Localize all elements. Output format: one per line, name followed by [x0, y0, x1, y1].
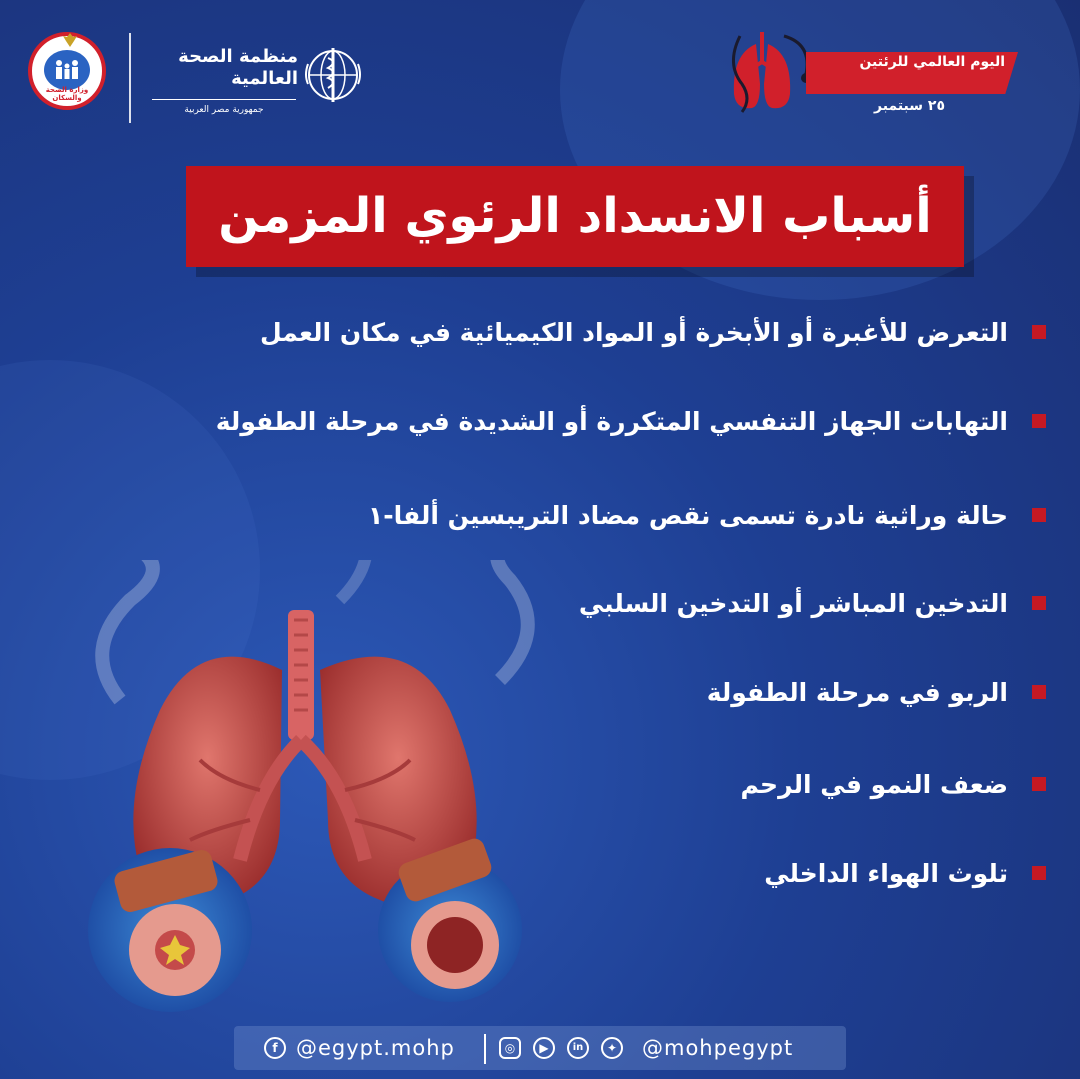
bullet-icon: [1032, 685, 1046, 699]
day-date: ٢٥ سبتمبر: [874, 98, 945, 114]
footer-divider: [484, 1034, 486, 1064]
social-handle[interactable]: @mohpegypt: [642, 1036, 794, 1060]
list-item: [146, 311, 1046, 355]
instagram-icon[interactable]: ◎: [499, 1037, 521, 1059]
family-icon: [52, 58, 82, 80]
moh-logo: [28, 32, 106, 110]
bullet-icon: [1032, 596, 1046, 610]
eagle-icon: [62, 32, 78, 48]
day-title: اليوم العالمي للرئتين: [859, 54, 1005, 70]
who-country: جمهورية مصر العربية: [184, 105, 264, 115]
linkedin-icon[interactable]: in: [567, 1037, 589, 1059]
youtube-icon[interactable]: ▶: [533, 1037, 555, 1059]
bullet-icon: [1032, 414, 1046, 428]
list-item-text: ضعف النمو في الرحم: [740, 770, 1008, 799]
bullet-icon: [1032, 866, 1046, 880]
facebook-icon[interactable]: f: [264, 1037, 286, 1059]
who-emblem-icon: [302, 44, 364, 106]
moh-logo-text: وزارة الصحة والسكان: [45, 86, 89, 102]
list-item-text: الربو في مرحلة الطفولة: [706, 678, 1008, 707]
list-item-text: التدخين المباشر أو التدخين السلبي: [578, 589, 1008, 618]
lungs-illustration: [60, 560, 580, 1020]
twitter-icon[interactable]: ✦: [601, 1037, 623, 1059]
facebook-handle[interactable]: @egypt.mohp: [296, 1036, 455, 1060]
bullet-icon: [1032, 325, 1046, 339]
list-item: [146, 400, 1046, 444]
who-name: منظمة الصحة العالمية: [178, 46, 298, 89]
page-title: أسباب الانسداد الرئوي المزمن: [218, 188, 932, 244]
who-underline: [152, 99, 296, 100]
list-item-text: التعرض للأغبرة أو الأبخرة أو المواد الكيميائية في مكان العمل: [259, 318, 1008, 347]
list-item: [146, 494, 1046, 538]
header-divider: [129, 33, 131, 123]
bullet-icon: [1032, 508, 1046, 522]
list-item-text: تلوث الهواء الداخلي: [764, 859, 1008, 888]
list-item-text: حالة وراثية نادرة تسمى نقص مضاد التريبسين ألفا-١: [367, 501, 1008, 530]
list-item-text: التهابات الجهاز التنفسي المتكررة أو الشديدة في مرحلة الطفولة: [215, 407, 1008, 436]
bullet-icon: [1032, 777, 1046, 791]
